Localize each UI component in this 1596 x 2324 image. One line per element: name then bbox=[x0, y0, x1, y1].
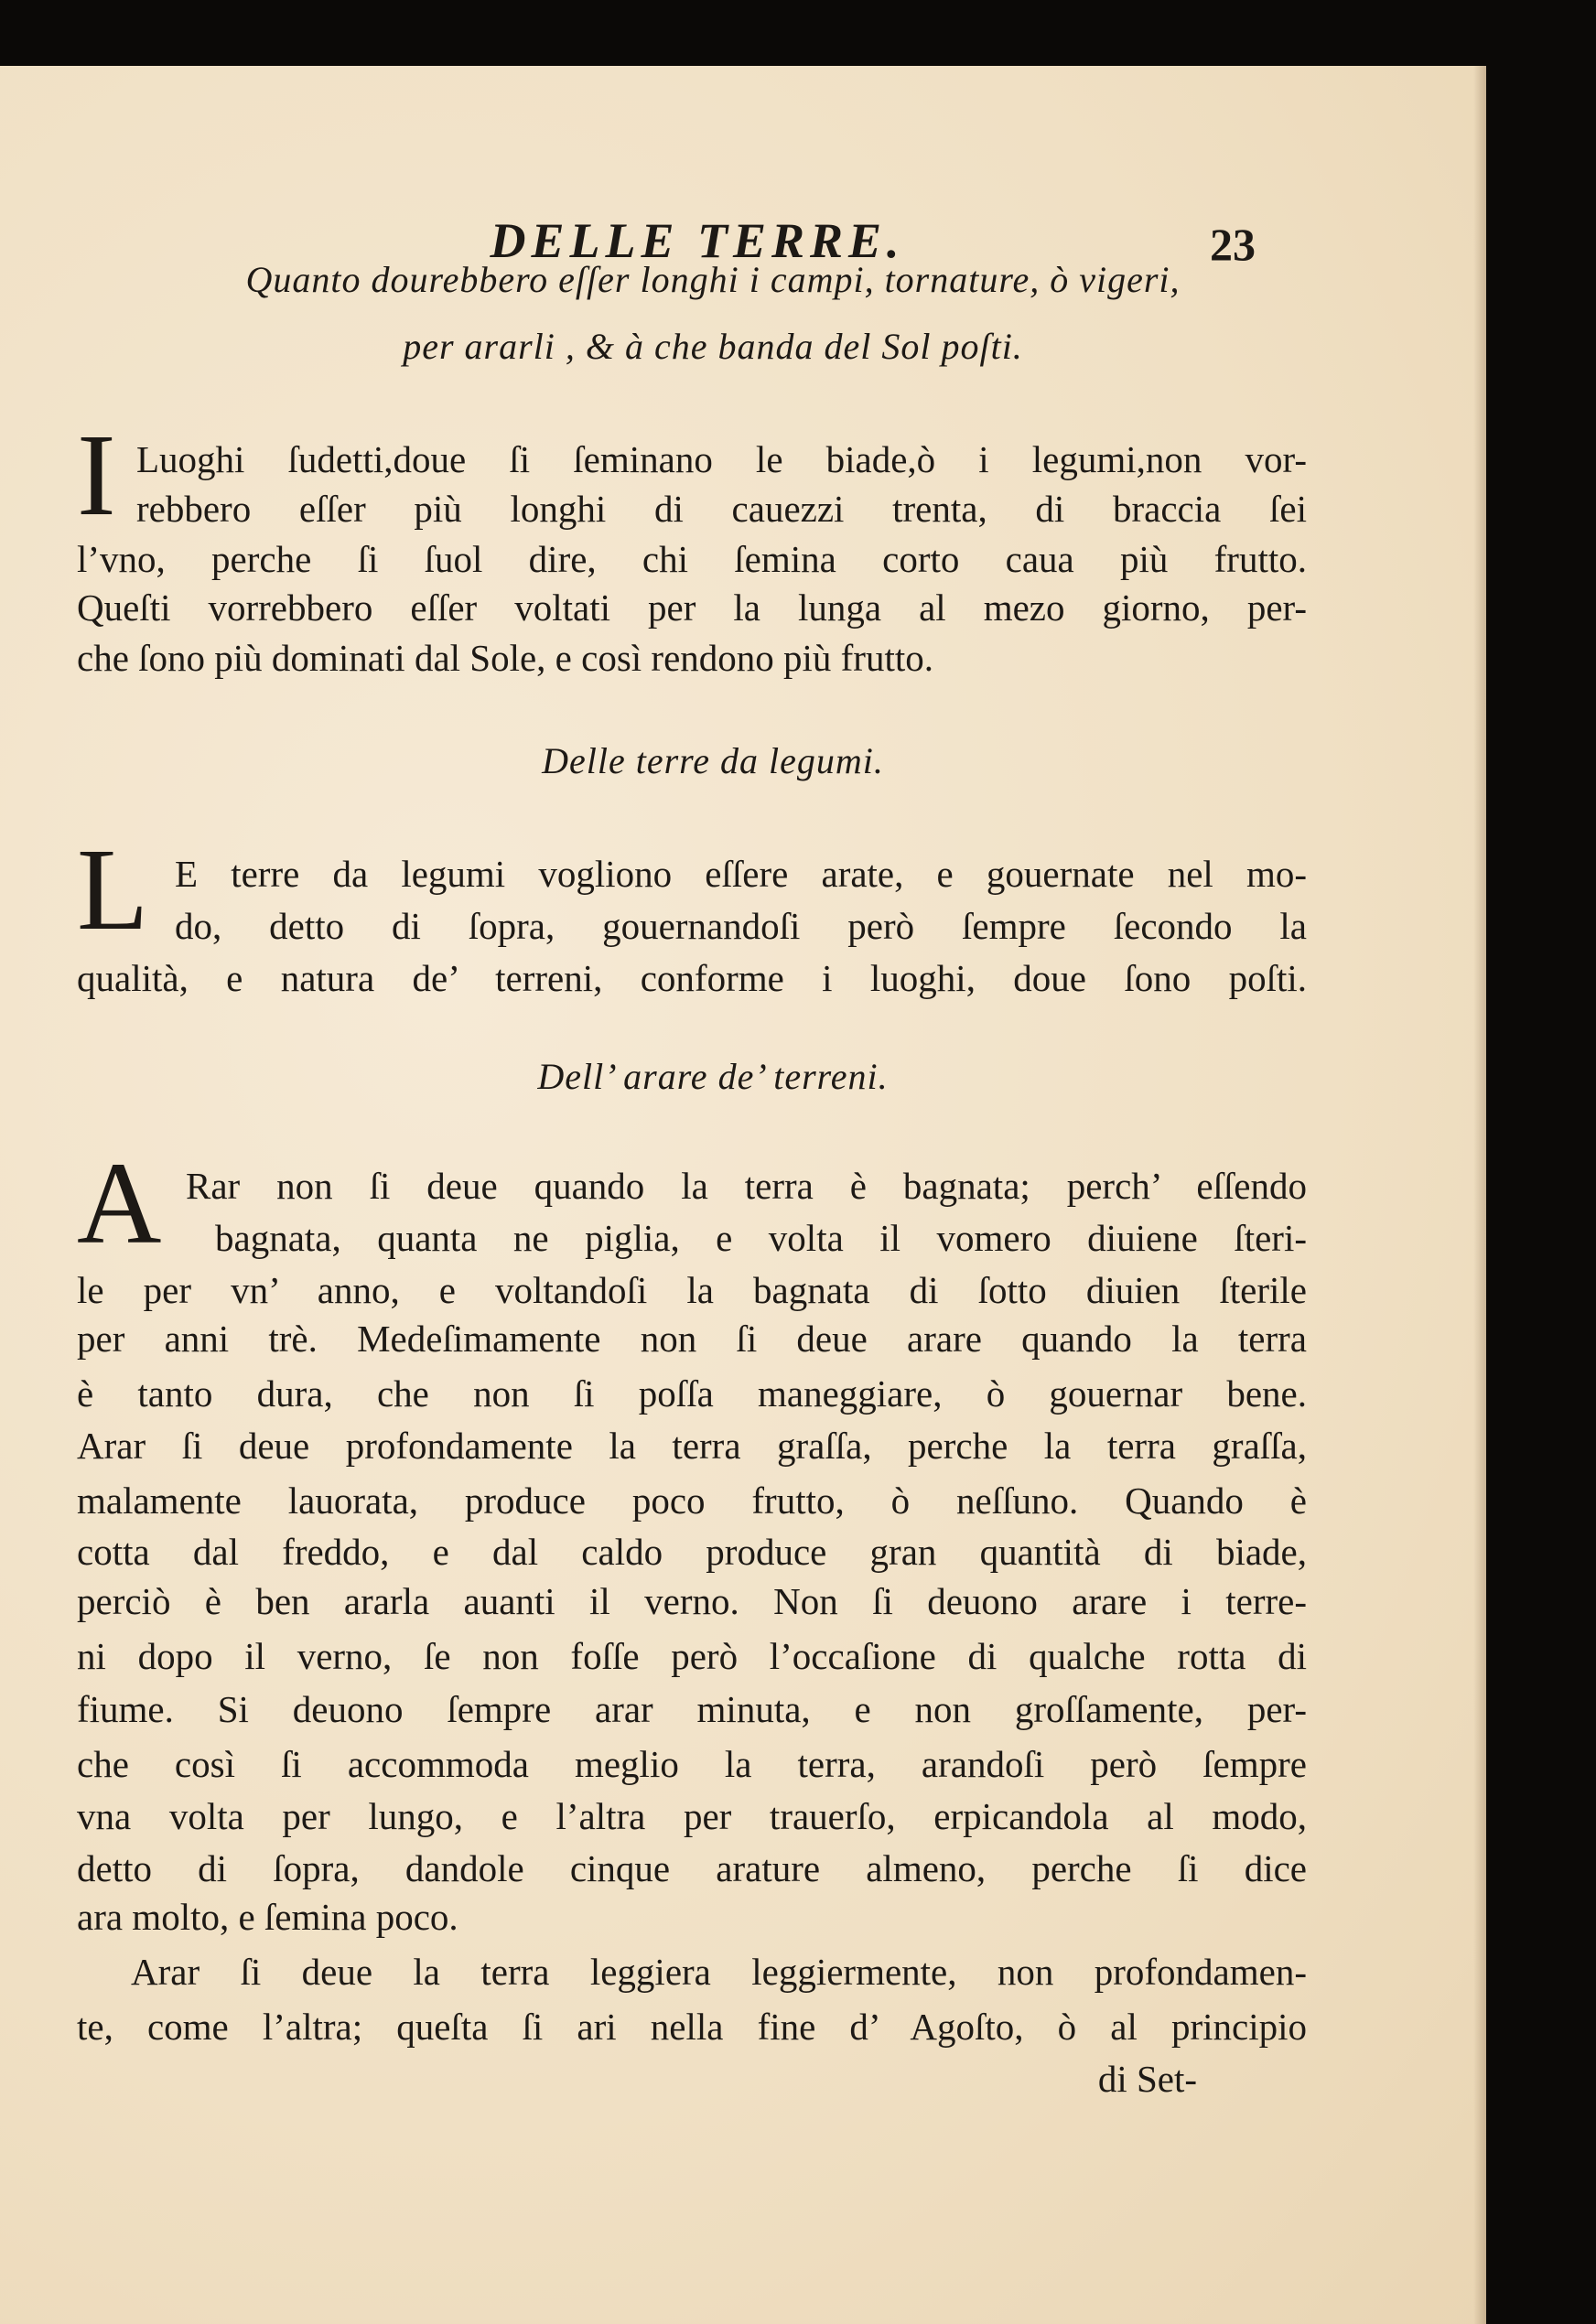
text-line: l’vno, perche ſi ſuol dire, chi ſemina corto caua più frutto. bbox=[77, 538, 1307, 580]
text-line: per anni trè. Medeſimamente non ſi deue arare quando la terra bbox=[77, 1318, 1307, 1360]
text-line: bagnata, quanta ne piglia, e volta il vomero diuiene ſteri- bbox=[215, 1217, 1307, 1259]
text-line: cotta dal freddo, e dal caldo produce gran quantità di biade, bbox=[77, 1531, 1307, 1573]
text-line: le per vn’ anno, e voltandoſi la bagnata di ſotto diuien ſterile bbox=[77, 1269, 1307, 1311]
text-line: che così ſi accommoda meglio la terra, arandoſi però ſempre bbox=[77, 1743, 1307, 1785]
text-line: Arar ſi deue profondamente la terra graſſa, perche la terra graſſa, bbox=[77, 1425, 1307, 1467]
text-line: Luoghi ſudetti,doue ſi ſeminano le biade,ò i legumi,non vor- bbox=[136, 438, 1307, 480]
book-page bbox=[0, 66, 1486, 2324]
section-heading: Dell’ arare de’ terreni. bbox=[537, 1056, 889, 1097]
text-line: detto di ſopra, dandole cinque arature almeno, perche ſi dice bbox=[77, 1847, 1307, 1889]
text-line: te, come l’altra; queſta ſi ari nella fine d’ Agoſto, ò al principio bbox=[77, 2006, 1307, 2048]
text-line: Queſti vorrebbero eſſer voltati per la lunga al mezo giorno, per- bbox=[77, 586, 1307, 629]
running-title: DELLE TERRE. bbox=[490, 213, 905, 268]
drop-cap: L bbox=[77, 824, 149, 954]
chapter-subtitle-line: per ararli , & à che banda del Sol poſti. bbox=[403, 326, 1023, 367]
text-line: qualità, e natura de’ terreni, conforme i luoghi, doue ſono poſti. bbox=[77, 957, 1307, 999]
text-line: ni dopo il verno, ſe non foſſe però l’occaſione di qualche rotta di bbox=[77, 1635, 1307, 1677]
chapter-subtitle-line: Quanto dourebbero eſſer longhi i campi, tornature, ò vigeri, bbox=[245, 259, 1181, 300]
drop-cap: A bbox=[77, 1138, 162, 1268]
text-line: fiume. Si deuono ſempre arar minuta, e non groſſamente, per- bbox=[77, 1688, 1307, 1730]
text-line: rebbero eſſer più longhi di cauezzi trenta, di braccia ſei bbox=[136, 488, 1307, 530]
text-line: E terre da legumi vogliono eſſere arate, e gouernate nel mo- bbox=[175, 853, 1307, 895]
text-line: Rar non ſi deue quando la terra è bagnata; perch’ eſſendo bbox=[186, 1165, 1307, 1207]
text-line: vna volta per lungo, e l’altra per trauerſo, erpicandola al modo, bbox=[77, 1795, 1307, 1837]
text-line: è tanto dura, che non ſi poſſa maneggiare, ò gouernar bene. bbox=[77, 1372, 1307, 1415]
drop-cap: I bbox=[77, 410, 116, 540]
page-number: 23 bbox=[1210, 219, 1256, 270]
catchword: di Set- bbox=[1097, 2058, 1197, 2100]
text-line: ara molto, e ſemina poco. bbox=[77, 1896, 458, 1938]
text-line: do, detto di ſopra, gouernandoſi però ſempre ſecondo la bbox=[175, 905, 1307, 947]
text-line: che ſono più dominati dal Sole, e così rendono più frutto. bbox=[77, 637, 933, 679]
text-line: malamente lauorata, produce poco frutto, ò neſſuno. Quando è bbox=[77, 1479, 1307, 1522]
text-line: perciò è ben ararla auanti il verno. Non ſi deuono arare i terre- bbox=[77, 1580, 1307, 1622]
section-heading: Delle terre da legumi. bbox=[542, 740, 884, 781]
text-line: Arar ſi deue la terra leggiera leggiermente, non profondamen- bbox=[131, 1951, 1307, 1993]
